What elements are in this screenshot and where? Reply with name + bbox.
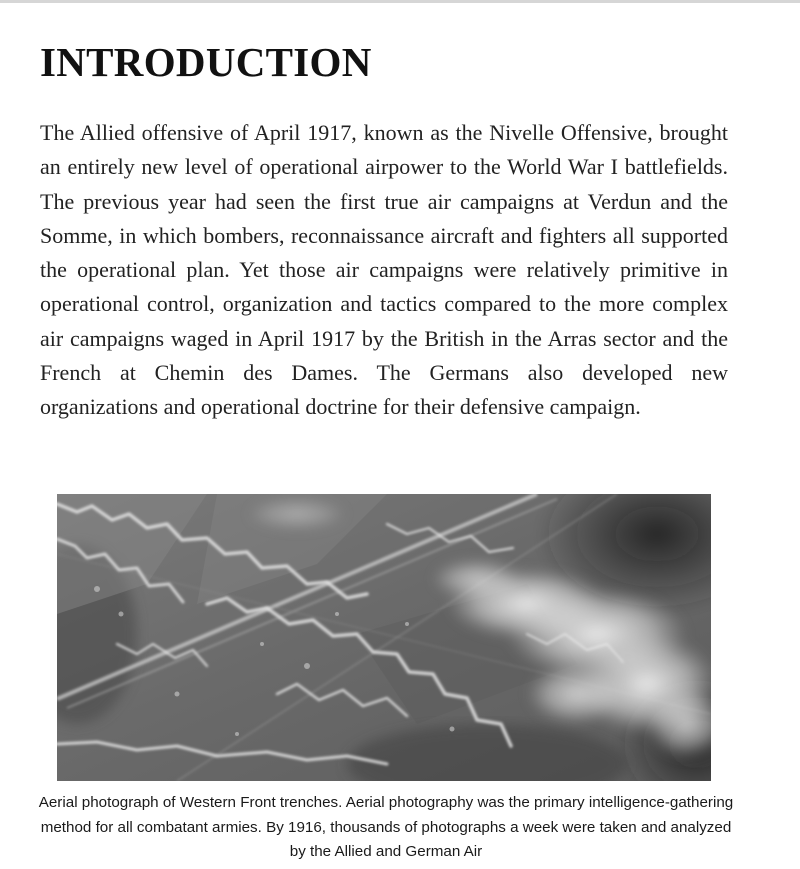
top-border (0, 0, 800, 3)
photo-caption: Aerial photograph of Western Front trenches. Aerial photography was the primary intelligence-gathering method for all combatant armies. By 1916, thousands of photographs a week were taken and analyzed by the Allied and German Air (38, 794, 734, 860)
body-paragraph: The Allied offensive of April 1917, known as the Nivelle Offensive, brought an entirely new level of operational airpower to the World War I battlefields. The previous year had seen the first true air campaigns at Verdun and the Somme, in which bombers, reconnaissance aircraft and fighters all supported the operational plan. Yet those air campaigns were relatively primitive in operational control, organization and tactics compared to the more complex air campaigns waged in April 1917 by the British in the Arras sector and the French at Chemin des Dames. The Germans also developed new organizations and operational doctrine for their defensive campaign. (40, 120, 728, 420)
aerial-trench-photo (57, 494, 711, 781)
section-title: INTRODUCTION (40, 39, 372, 85)
